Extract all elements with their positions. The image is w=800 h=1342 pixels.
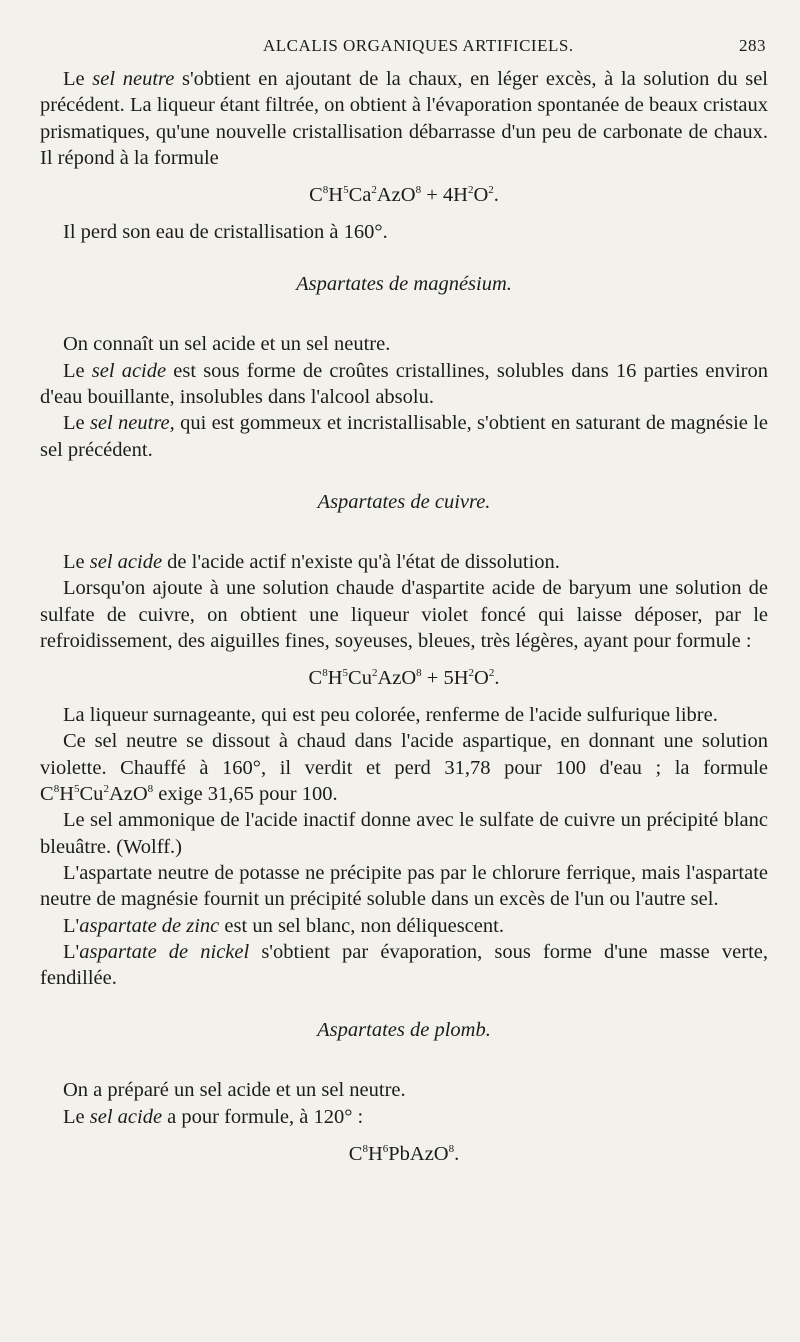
formula-calcium-aspartate: $C^8H^5Ca^2AzO^8 + 4H^2O^2$.	[309, 184, 499, 207]
paragraph-sel-acide-magnesium: Le sel acide est sous forme de croûtes cristallines, solubles dans 16 parties environ d'eau bouillante, insolubles dans l'alcool absolu.	[40, 359, 768, 409]
paragraph-aspartate-potasse: L'aspartate neutre de potasse ne précipite pas par le chlorure ferrique, mais l'aspartate neutre de magnésie fournit un précipité soluble dans un excès de l'un ou l'autre sel.	[40, 861, 768, 911]
paragraph-cristallisation: Il perd son eau de cristallisation à 160°.	[63, 221, 388, 244]
paragraph-sel-acide-plomb: Le sel acide a pour formule, à 120° :	[63, 1105, 364, 1128]
heading-aspartates-magnesium: Aspartates de magnésium.	[296, 273, 512, 296]
running-title: ALCALIS ORGANIQUES ARTIFICIELS.	[263, 36, 574, 55]
heading-aspartates-plomb: Aspartates de plomb.	[317, 1019, 491, 1042]
paragraph-sel-neutre-magnesium: Le sel neutre, qui est gommeux et incristallisable, s'obtient en saturant de magnésie le sel précédent.	[40, 412, 768, 461]
paragraph-plomb-sels: On a préparé un sel acide et un sel neutre.	[63, 1079, 406, 1102]
paragraph-sel-acide-neutre: On connaît un sel acide et un sel neutre.	[63, 333, 391, 356]
paragraph-sel-ammonique: Le sel ammonique de l'acide inactif donne avec le sulfate de cuivre un précipité blanc bleuâtre. (Wolff.)	[40, 809, 768, 858]
paragraph-sel-neutre-cuivre: Ce sel neutre se dissout à chaud dans l'acide aspartique, en donnant une solution violette. Chauffé à 160°, il verdit et perd 31,78 pour 100 d'eau ; la formule $C^8H^5Cu^2AzO^8$ exige 31,65 pour 100.	[40, 730, 768, 806]
page-body	[40, 66, 768, 1167]
formula-copper-aspartate: $C^8H^5Cu^2AzO^8 + 5H^2O^2$.	[308, 667, 500, 690]
page-number: 283	[739, 36, 766, 55]
paragraph-aspartate-nickel: L'aspartate de nickel s'obtient par évaporation, sous forme d'une masse verte, fendillée.	[40, 940, 769, 990]
paragraph-aspartate-zinc: L'aspartate de zinc est un sel blanc, non déliquescent.	[63, 914, 504, 937]
paragraph-sel-acide-cuivre: Le sel acide de l'acide actif n'existe qu'à l'état de dissolution.	[63, 550, 560, 573]
paragraph-sel-neutre-chaux: Le sel neutre s'obtient en ajoutant de la chaux, en léger excès, à la solution du sel précédent. La liqueur étant filtrée, on obtient à l'évaporation spontanée de beaux cristaux prismatiques, qu'une nouvelle cristallisation débarrasse d'un peu de carbonate de chaux. Il répond à la formule	[40, 68, 769, 169]
formula-lead-aspartate: $C^8H^6PbAzO^8$.	[348, 1143, 460, 1166]
heading-aspartates-cuivre: Aspartates de cuivre.	[317, 490, 491, 513]
paragraph-liqueur-surnageante: La liqueur surnageante, qui est peu colorée, renferme de l'acide sulfurique libre.	[63, 704, 718, 727]
running-head	[0, 36, 800, 60]
paragraph-aspartite-baryum: Lorsqu'on ajoute à une solution chaude d'aspartite acide de baryum une solution de sulfate de cuivre, on obtient une liqueur violet foncé qui laisse déposer, par le refroidissement, des aiguilles fines, soyeuses, bleues, très légères, ayant pour formule :	[40, 577, 768, 652]
